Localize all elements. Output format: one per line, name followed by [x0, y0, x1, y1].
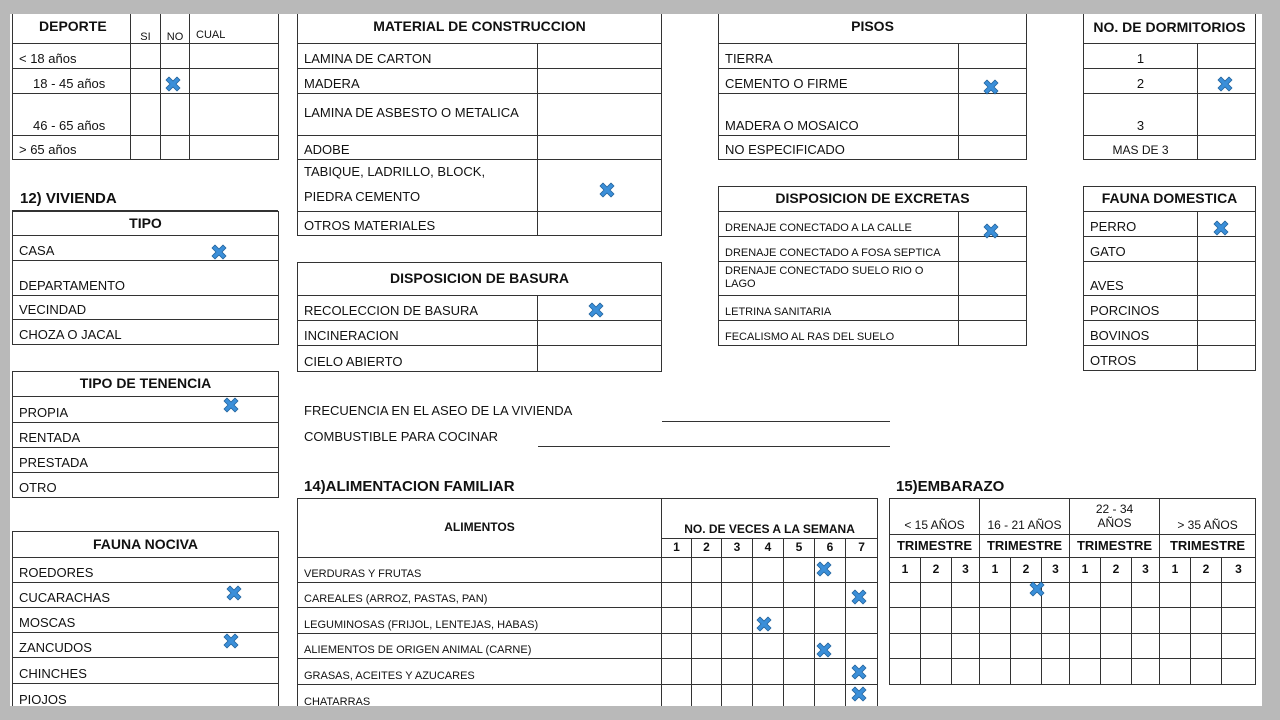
embarazo-group-header: > 35 AÑOS: [1160, 499, 1256, 535]
domestica-row: OTROS: [1084, 346, 1198, 371]
day-header: 3: [722, 539, 753, 558]
alimento-row: CAREALES (ARROZ, PASTAS, PAN): [298, 583, 662, 608]
pisos-row: CEMENTO O FIRME: [719, 69, 959, 94]
trimestre-header: TRIMESTRE: [980, 535, 1070, 558]
deporte-si-cell[interactable]: [131, 69, 161, 94]
embarazo-group-header: 22 - 34 AÑOS: [1070, 499, 1160, 535]
trim-num[interactable]: 2: [921, 558, 952, 583]
trim-num[interactable]: 2: [1011, 558, 1042, 583]
cross-mark-icon: [1211, 218, 1231, 238]
freq-cell[interactable]: [692, 634, 722, 659]
freq-cell[interactable]: [815, 685, 846, 707]
alimento-row: GRASAS, ACEITES Y AZUCARES: [298, 659, 662, 685]
cross-mark-icon: [209, 242, 229, 262]
deporte-cual-cell[interactable]: [190, 44, 279, 69]
nociva-row[interactable]: ZANCUDOS: [13, 633, 279, 658]
freq-cell[interactable]: [815, 583, 846, 608]
alimentacion-section-title: 14)ALIMENTACION FAMILIAR: [304, 478, 515, 495]
day-header: 2: [692, 539, 722, 558]
deporte-cual-cell[interactable]: [190, 136, 279, 160]
nociva-row[interactable]: MOSCAS: [13, 608, 279, 633]
deporte-row: < 18 años: [13, 44, 131, 69]
freq-cell[interactable]: [753, 685, 784, 707]
basura-mark-cell[interactable]: [538, 321, 662, 346]
deporte-row: 46 - 65 años: [13, 94, 131, 136]
material-row: OTROS MATERIALES: [298, 212, 538, 236]
deporte-si-cell[interactable]: [131, 44, 161, 69]
freq-cell[interactable]: [753, 583, 784, 608]
combustible-input-line[interactable]: [538, 446, 890, 447]
freq-cell[interactable]: [662, 608, 692, 634]
freq-cell[interactable]: [662, 659, 692, 685]
basura-table: [297, 262, 662, 372]
alimento-row: ALIEMENTOS DE ORIGEN ANIMAL (CARNE): [298, 634, 662, 659]
excretas-row: FECALISMO AL RAS DEL SUELO: [719, 321, 959, 346]
alimento-row: CHATARRAS: [298, 685, 662, 707]
deporte-row: > 65 años: [13, 136, 131, 160]
day-header: 4: [753, 539, 784, 558]
material-mark-cell[interactable]: [538, 212, 662, 236]
pisos-row: TIERRA: [719, 44, 959, 69]
dormitorios-mark-cell[interactable]: [1198, 44, 1256, 69]
pisos-row: NO ESPECIFICADO: [719, 136, 959, 160]
freq-cell[interactable]: [692, 583, 722, 608]
material-mark-cell[interactable]: [538, 69, 662, 94]
nociva-row[interactable]: CUCARACHAS: [13, 583, 279, 608]
cross-mark-icon: [814, 559, 834, 579]
domestica-mark-cell[interactable]: [1198, 346, 1256, 371]
deporte-no-cell[interactable]: [161, 44, 190, 69]
freq-cell[interactable]: [692, 558, 722, 583]
trimestre-header: TRIMESTRE: [1070, 535, 1160, 558]
excretas-mark-cell[interactable]: [959, 321, 1027, 346]
frecuencia-input-line[interactable]: [662, 421, 890, 422]
dormitorios-row: MAS DE 3: [1084, 136, 1198, 160]
domestica-table: [1083, 186, 1256, 371]
alimentos-header: ALIMENTOS: [298, 499, 662, 558]
freq-cell[interactable]: [662, 685, 692, 707]
trim-num[interactable]: 1: [1160, 558, 1191, 583]
vivienda-tipo-row[interactable]: CHOZA O JACAL: [13, 320, 279, 345]
freq-cell[interactable]: [722, 634, 753, 659]
day-header: 6: [815, 539, 846, 558]
freq-cell[interactable]: [846, 608, 878, 634]
alimento-row: LEGUMINOSAS (FRIJOL, LENTEJAS, HABAS): [298, 608, 662, 634]
freq-cell[interactable]: [815, 659, 846, 685]
excretas-mark-cell[interactable]: [959, 296, 1027, 321]
day-header: 5: [784, 539, 815, 558]
material-row: MADERA: [298, 69, 538, 94]
deporte-cual-cell[interactable]: [190, 94, 279, 136]
pisos-mark-cell[interactable]: [959, 44, 1027, 69]
vivienda-tipo-row[interactable]: DEPARTAMENTO: [13, 261, 279, 296]
cross-mark-icon: [814, 640, 834, 660]
cross-mark-icon: [849, 684, 869, 704]
pisos-row: MADERA O MOSAICO: [719, 94, 959, 136]
vivienda-tipo-title: TIPO: [13, 212, 279, 236]
domestica-row: PORCINOS: [1084, 296, 1198, 321]
nociva-title: FAUNA NOCIVA: [13, 532, 279, 558]
vivienda-tipo-row[interactable]: VECINDAD: [13, 296, 279, 320]
excretas-table: [718, 186, 1027, 346]
domestica-row: GATO: [1084, 237, 1198, 262]
dormitorios-row: 3: [1084, 94, 1198, 136]
cross-mark-icon: [981, 77, 1001, 97]
excretas-row: DRENAJE CONECTADO SUELO RIO O LAGO: [719, 262, 959, 296]
tenencia-row[interactable]: OTRO: [13, 473, 279, 498]
freq-cell[interactable]: [784, 583, 815, 608]
freq-cell[interactable]: [784, 608, 815, 634]
domestica-row: AVES: [1084, 262, 1198, 296]
domestica-mark-cell[interactable]: [1198, 321, 1256, 346]
basura-row: RECOLECCION DE BASURA: [298, 296, 538, 321]
deporte-row: 18 - 45 años: [13, 69, 131, 94]
excretas-row: DRENAJE CONECTADO A FOSA SEPTICA: [719, 237, 959, 262]
dormitorios-mark-cell[interactable]: [1198, 136, 1256, 160]
trimestre-header: TRIMESTRE: [890, 535, 980, 558]
material-mark-cell[interactable]: [538, 94, 662, 136]
cross-mark-icon: [586, 300, 606, 320]
deporte-si-cell[interactable]: [131, 94, 161, 136]
trim-num[interactable]: 1: [1070, 558, 1101, 583]
freq-cell[interactable]: [692, 659, 722, 685]
basura-mark-cell[interactable]: [538, 346, 662, 372]
tenencia-row[interactable]: PROPIA: [13, 397, 279, 423]
cross-mark-icon: [849, 662, 869, 682]
basura-title: DISPOSICION DE BASURA: [298, 263, 662, 296]
cross-mark-icon: [163, 74, 183, 94]
basura-row: INCINERACION: [298, 321, 538, 346]
freq-cell[interactable]: [662, 634, 692, 659]
alimentacion-table: [297, 498, 878, 706]
tenencia-table: [12, 371, 279, 498]
tenencia-row[interactable]: RENTADA: [13, 423, 279, 448]
deporte-header: DEPORTE: [13, 14, 131, 44]
frecuencia-label: FRECUENCIA EN EL ASEO DE LA VIVIENDA: [304, 403, 573, 418]
deporte-si-cell[interactable]: [131, 136, 161, 160]
freq-cell[interactable]: [784, 558, 815, 583]
cross-mark-icon: [754, 614, 774, 634]
material-row: ADOBE: [298, 136, 538, 160]
veces-header: NO. DE VECES A LA SEMANA: [662, 499, 878, 539]
nociva-row[interactable]: CHINCHES: [13, 658, 279, 684]
vivienda-tipo-row[interactable]: CASA: [13, 236, 279, 261]
material-title: MATERIAL DE CONSTRUCCION: [298, 14, 662, 44]
pisos-title: PISOS: [719, 14, 1027, 44]
freq-cell[interactable]: [722, 608, 753, 634]
dormitorios-title: NO. DE DORMITORIOS: [1084, 14, 1256, 44]
freq-cell[interactable]: [722, 685, 753, 707]
deporte-no-cell[interactable]: [161, 94, 190, 136]
pisos-mark-cell[interactable]: [959, 136, 1027, 160]
trim-num[interactable]: 1: [890, 558, 921, 583]
domestica-mark-cell[interactable]: [1198, 296, 1256, 321]
trim-num[interactable]: 3: [1222, 558, 1256, 583]
freq-cell[interactable]: [692, 608, 722, 634]
excretas-title: DISPOSICION DE EXCRETAS: [719, 187, 1027, 212]
nociva-row[interactable]: ROEDORES: [13, 558, 279, 583]
day-header: 7: [846, 539, 878, 558]
domestica-mark-cell[interactable]: [1198, 237, 1256, 262]
domestica-mark-cell[interactable]: [1198, 262, 1256, 296]
tenencia-title: TIPO DE TENENCIA: [13, 372, 279, 397]
freq-cell[interactable]: [692, 685, 722, 707]
survey-form-page: [10, 14, 1262, 706]
dormitorios-row: 2: [1084, 69, 1198, 94]
trim-num[interactable]: 3: [1042, 558, 1070, 583]
cross-mark-icon: [221, 631, 241, 651]
cross-mark-icon: [1215, 74, 1235, 94]
trim-num[interactable]: 3: [952, 558, 980, 583]
deporte-cual-cell[interactable]: [190, 69, 279, 94]
material-mark-cell[interactable]: [538, 44, 662, 69]
pisos-mark-cell[interactable]: [959, 94, 1027, 136]
trim-num[interactable]: 2: [1191, 558, 1222, 583]
vivienda-section-title: 12) VIVIENDA: [20, 190, 117, 207]
embarazo-section-title: 15)EMBARAZO: [896, 478, 1005, 495]
material-row: TABIQUE, LADRILLO, BLOCK, PIEDRA CEMENTO: [298, 160, 538, 212]
domestica-row: BOVINOS: [1084, 321, 1198, 346]
deporte-cual-header: CUAL: [190, 14, 279, 44]
basura-row: CIELO ABIERTO: [298, 346, 538, 372]
cross-mark-icon: [224, 583, 244, 603]
vivienda-tipo-table: [12, 211, 279, 345]
nociva-row[interactable]: PIOJOS: [13, 684, 279, 707]
excretas-row: DRENAJE CONECTADO A LA CALLE: [719, 212, 959, 237]
cross-mark-icon: [597, 180, 617, 200]
freq-cell[interactable]: [753, 634, 784, 659]
excretas-mark-cell[interactable]: [959, 262, 1027, 296]
freq-cell[interactable]: [662, 583, 692, 608]
freq-cell[interactable]: [815, 608, 846, 634]
trim-num[interactable]: 2: [1101, 558, 1132, 583]
cross-mark-icon: [1027, 579, 1047, 599]
trimestre-header: TRIMESTRE: [1160, 535, 1256, 558]
freq-cell[interactable]: [753, 659, 784, 685]
combustible-label: COMBUSTIBLE PARA COCINAR: [304, 429, 499, 444]
dormitorios-row: 1: [1084, 44, 1198, 69]
embarazo-group-header: < 15 AÑOS: [890, 499, 980, 535]
material-row: LAMINA DE ASBESTO O METALICA: [298, 94, 538, 136]
deporte-no-cell[interactable]: [161, 136, 190, 160]
freq-cell[interactable]: [662, 558, 692, 583]
deporte-table: [12, 14, 279, 160]
domestica-row: PERRO: [1084, 212, 1198, 237]
freq-cell[interactable]: [784, 634, 815, 659]
material-mark-cell[interactable]: [538, 136, 662, 160]
freq-cell[interactable]: [722, 583, 753, 608]
material-row: LAMINA DE CARTON: [298, 44, 538, 69]
freq-cell[interactable]: [753, 558, 784, 583]
freq-cell[interactable]: [784, 685, 815, 707]
excretas-row: LETRINA SANITARIA: [719, 296, 959, 321]
deporte-si-header: SI: [131, 14, 161, 44]
dormitorios-mark-cell[interactable]: [1198, 94, 1256, 136]
freq-cell[interactable]: [846, 558, 878, 583]
embarazo-group-header: 16 - 21 AÑOS: [980, 499, 1070, 535]
day-header: 1: [662, 539, 692, 558]
freq-cell[interactable]: [784, 659, 815, 685]
nociva-table: [12, 531, 279, 706]
cross-mark-icon: [221, 395, 241, 415]
freq-cell[interactable]: [846, 634, 878, 659]
tenencia-row[interactable]: PRESTADA: [13, 448, 279, 473]
freq-cell[interactable]: [722, 558, 753, 583]
embarazo-table: [889, 498, 1256, 685]
trim-num[interactable]: 1: [980, 558, 1011, 583]
domestica-title: FAUNA DOMESTICA: [1084, 187, 1256, 212]
deporte-no-header: NO: [161, 14, 190, 44]
material-table: [297, 14, 662, 236]
alimento-row: VERDURAS Y FRUTAS: [298, 558, 662, 583]
cross-mark-icon: [981, 221, 1001, 241]
freq-cell[interactable]: [722, 659, 753, 685]
trim-num[interactable]: 3: [1132, 558, 1160, 583]
cross-mark-icon: [849, 587, 869, 607]
